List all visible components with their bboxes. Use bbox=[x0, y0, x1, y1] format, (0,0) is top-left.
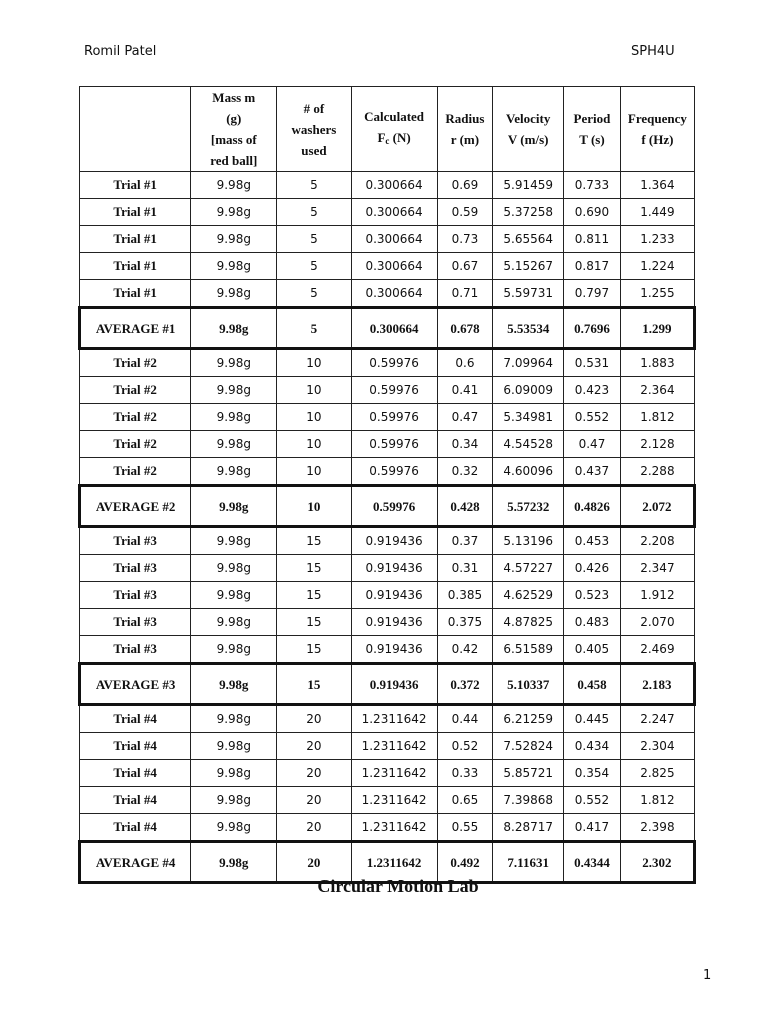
table-cell: 5 bbox=[277, 199, 351, 226]
table-cell: 9.98g bbox=[191, 582, 277, 609]
table-cell: 0.71 bbox=[437, 280, 493, 308]
header-velocity: Velocity V (m/s) bbox=[493, 87, 564, 172]
table-cell: 0.385 bbox=[437, 582, 493, 609]
table-cell: 15 bbox=[277, 636, 351, 664]
table-cell: 8.28717 bbox=[493, 814, 564, 842]
table-cell: 9.98g bbox=[191, 705, 277, 733]
page-number: 1 bbox=[703, 968, 712, 983]
table-cell: 0.552 bbox=[564, 404, 621, 431]
table-row bbox=[80, 760, 695, 787]
table-cell: 0.417 bbox=[564, 814, 621, 842]
table-cell: 15 bbox=[277, 664, 351, 705]
table-cell: 9.98g bbox=[191, 636, 277, 664]
table-cell: 0.811 bbox=[564, 226, 621, 253]
table-cell: 1.912 bbox=[620, 582, 694, 609]
table-cell: 0.372 bbox=[437, 664, 493, 705]
table-row bbox=[80, 814, 695, 842]
table-cell: 9.98g bbox=[191, 527, 277, 555]
table-cell: 9.98g bbox=[191, 760, 277, 787]
table-cell: 1.2311642 bbox=[351, 787, 437, 814]
table-cell: 10 bbox=[277, 458, 351, 486]
table-row bbox=[80, 199, 695, 226]
row-label: Trial #4 bbox=[80, 787, 191, 814]
table-cell: 0.34 bbox=[437, 431, 493, 458]
table-cell: 15 bbox=[277, 609, 351, 636]
table-cell: 2.208 bbox=[620, 527, 694, 555]
table-cell: 5.65564 bbox=[493, 226, 564, 253]
header-period: Period T (s) bbox=[564, 87, 621, 172]
table-cell: 10 bbox=[277, 377, 351, 404]
table-row bbox=[80, 555, 695, 582]
table-cell: 0.59976 bbox=[351, 404, 437, 431]
row-label: Trial #2 bbox=[80, 349, 191, 377]
row-label: Trial #3 bbox=[80, 609, 191, 636]
table-cell: 1.2311642 bbox=[351, 733, 437, 760]
table-cell: 20 bbox=[277, 814, 351, 842]
table-cell: 2.302 bbox=[620, 842, 694, 883]
row-label: Trial #2 bbox=[80, 377, 191, 404]
row-label: Trial #1 bbox=[80, 226, 191, 253]
table-cell: 1.299 bbox=[620, 308, 694, 349]
table-cell: 15 bbox=[277, 527, 351, 555]
row-label: AVERAGE #3 bbox=[80, 664, 191, 705]
table-cell: 1.364 bbox=[620, 172, 694, 199]
table-cell: 0.300664 bbox=[351, 199, 437, 226]
table-cell: 0.42 bbox=[437, 636, 493, 664]
table-cell: 0.458 bbox=[564, 664, 621, 705]
row-label: AVERAGE #2 bbox=[80, 486, 191, 527]
table-cell: 1.883 bbox=[620, 349, 694, 377]
table-cell: 9.98g bbox=[191, 253, 277, 280]
row-label: Trial #3 bbox=[80, 555, 191, 582]
table-cell: 20 bbox=[277, 787, 351, 814]
table-cell: 0.47 bbox=[437, 404, 493, 431]
table-caption: Circular Motion Lab bbox=[317, 876, 479, 896]
table-cell: 0.59976 bbox=[351, 431, 437, 458]
table-cell: 2.128 bbox=[620, 431, 694, 458]
table-cell: 0.492 bbox=[437, 842, 493, 883]
table-cell: 10 bbox=[277, 486, 351, 527]
table-cell: 2.469 bbox=[620, 636, 694, 664]
average-row bbox=[80, 486, 695, 527]
table-row bbox=[80, 349, 695, 377]
table-cell: 9.98g bbox=[191, 458, 277, 486]
table-cell: 0.483 bbox=[564, 609, 621, 636]
table-cell: 0.919436 bbox=[351, 636, 437, 664]
row-label: Trial #4 bbox=[80, 733, 191, 760]
table-cell: 0.797 bbox=[564, 280, 621, 308]
row-label: AVERAGE #4 bbox=[80, 842, 191, 883]
header-radius: Radius r (m) bbox=[437, 87, 493, 172]
table-cell: 0.354 bbox=[564, 760, 621, 787]
table-cell: 5.34981 bbox=[493, 404, 564, 431]
table-cell: 0.300664 bbox=[351, 253, 437, 280]
table-cell: 5 bbox=[277, 280, 351, 308]
table-cell: 0.44 bbox=[437, 705, 493, 733]
row-label: Trial #4 bbox=[80, 705, 191, 733]
table-cell: 1.2311642 bbox=[351, 705, 437, 733]
table-cell: 5 bbox=[277, 226, 351, 253]
table-cell: 2.070 bbox=[620, 609, 694, 636]
table-cell: 0.32 bbox=[437, 458, 493, 486]
table-cell: 9.98g bbox=[191, 404, 277, 431]
table-cell: 1.812 bbox=[620, 787, 694, 814]
row-label: Trial #1 bbox=[80, 172, 191, 199]
row-label: Trial #2 bbox=[80, 431, 191, 458]
course-code: SPH4U bbox=[631, 44, 675, 59]
table-cell: 5.85721 bbox=[493, 760, 564, 787]
row-label: Trial #3 bbox=[80, 527, 191, 555]
table-cell: 0.59976 bbox=[351, 377, 437, 404]
row-label: Trial #1 bbox=[80, 253, 191, 280]
table-cell: 20 bbox=[277, 760, 351, 787]
table-cell: 4.60096 bbox=[493, 458, 564, 486]
table-cell: 1.255 bbox=[620, 280, 694, 308]
table-cell: 0.47 bbox=[564, 431, 621, 458]
table-cell: 0.690 bbox=[564, 199, 621, 226]
table-cell: 0.453 bbox=[564, 527, 621, 555]
table-cell: 0.428 bbox=[437, 486, 493, 527]
table-row bbox=[80, 404, 695, 431]
table-cell: 0.552 bbox=[564, 787, 621, 814]
table-cell: 10 bbox=[277, 431, 351, 458]
table-row bbox=[80, 705, 695, 733]
table-cell: 0.437 bbox=[564, 458, 621, 486]
table-cell: 0.300664 bbox=[351, 172, 437, 199]
table-cell: 5.10337 bbox=[493, 664, 564, 705]
table-cell: 5.57232 bbox=[493, 486, 564, 527]
table-cell: 5.13196 bbox=[493, 527, 564, 555]
table-cell: 0.73 bbox=[437, 226, 493, 253]
table-cell: 9.98g bbox=[191, 377, 277, 404]
table-cell: 0.33 bbox=[437, 760, 493, 787]
table-cell: 4.57227 bbox=[493, 555, 564, 582]
table-cell: 9.98g bbox=[191, 486, 277, 527]
table-row bbox=[80, 458, 695, 486]
table-cell: 2.247 bbox=[620, 705, 694, 733]
table-cell: 7.11631 bbox=[493, 842, 564, 883]
header-blank bbox=[80, 87, 191, 172]
table-cell: 2.347 bbox=[620, 555, 694, 582]
table-cell: 0.426 bbox=[564, 555, 621, 582]
table-cell: 9.98g bbox=[191, 609, 277, 636]
table-cell: 1.2311642 bbox=[351, 760, 437, 787]
table-cell: 0.434 bbox=[564, 733, 621, 760]
table-cell: 0.300664 bbox=[351, 280, 437, 308]
table-cell: 9.98g bbox=[191, 842, 277, 883]
average-row bbox=[80, 664, 695, 705]
table-cell: 0.55 bbox=[437, 814, 493, 842]
table-cell: 7.52824 bbox=[493, 733, 564, 760]
table-cell: 9.98g bbox=[191, 172, 277, 199]
table-row bbox=[80, 172, 695, 199]
table-cell: 5.59731 bbox=[493, 280, 564, 308]
table-row bbox=[80, 280, 695, 308]
table-cell: 15 bbox=[277, 582, 351, 609]
table-cell: 0.919436 bbox=[351, 664, 437, 705]
table-cell: 15 bbox=[277, 555, 351, 582]
table-cell: 0.733 bbox=[564, 172, 621, 199]
table-cell: 1.449 bbox=[620, 199, 694, 226]
table-cell: 1.233 bbox=[620, 226, 694, 253]
table-row bbox=[80, 636, 695, 664]
table-cell: 5 bbox=[277, 253, 351, 280]
table-cell: 10 bbox=[277, 349, 351, 377]
table-cell: 0.37 bbox=[437, 527, 493, 555]
table-cell: 20 bbox=[277, 733, 351, 760]
table-header-row bbox=[80, 87, 695, 172]
table-row bbox=[80, 733, 695, 760]
table-cell: 5.37258 bbox=[493, 199, 564, 226]
table-row bbox=[80, 787, 695, 814]
table-cell: 4.87825 bbox=[493, 609, 564, 636]
table-cell: 6.21259 bbox=[493, 705, 564, 733]
row-label: Trial #1 bbox=[80, 280, 191, 308]
table-cell: 9.98g bbox=[191, 308, 277, 349]
table-cell: 0.300664 bbox=[351, 226, 437, 253]
table-cell: 2.072 bbox=[620, 486, 694, 527]
table-cell: 9.98g bbox=[191, 664, 277, 705]
table-cell: 0.4826 bbox=[564, 486, 621, 527]
row-label: AVERAGE #1 bbox=[80, 308, 191, 349]
header-force: Calculated $F_c$ (N) bbox=[351, 87, 437, 172]
author-name: Romil Patel bbox=[84, 44, 157, 59]
table-cell: 0.52 bbox=[437, 733, 493, 760]
table-cell: 2.398 bbox=[620, 814, 694, 842]
table-cell: 9.98g bbox=[191, 431, 277, 458]
table-cell: 7.09964 bbox=[493, 349, 564, 377]
table-cell: 0.375 bbox=[437, 609, 493, 636]
table-cell: 0.67 bbox=[437, 253, 493, 280]
table-cell: 0.65 bbox=[437, 787, 493, 814]
table-cell: 9.98g bbox=[191, 199, 277, 226]
table-cell: 2.183 bbox=[620, 664, 694, 705]
table-cell: 2.364 bbox=[620, 377, 694, 404]
row-label: Trial #3 bbox=[80, 582, 191, 609]
table-row bbox=[80, 377, 695, 404]
table-cell: 0.919436 bbox=[351, 555, 437, 582]
table-cell: 0.59 bbox=[437, 199, 493, 226]
table-cell: 5 bbox=[277, 308, 351, 349]
row-label: Trial #2 bbox=[80, 458, 191, 486]
table-cell: 0.817 bbox=[564, 253, 621, 280]
table-cell: 1.2311642 bbox=[351, 814, 437, 842]
table-row bbox=[80, 609, 695, 636]
table-cell: 4.62529 bbox=[493, 582, 564, 609]
table-cell: 20 bbox=[277, 842, 351, 883]
table-cell: 9.98g bbox=[191, 733, 277, 760]
table-cell: 0.59976 bbox=[351, 458, 437, 486]
table-cell: 5 bbox=[277, 172, 351, 199]
row-label: Trial #4 bbox=[80, 814, 191, 842]
table-cell: 0.4344 bbox=[564, 842, 621, 883]
table-cell: 0.919436 bbox=[351, 609, 437, 636]
average-row bbox=[80, 308, 695, 349]
results-table bbox=[78, 86, 696, 884]
header-frequency: Frequency f (Hz) bbox=[620, 87, 694, 172]
table-cell: 9.98g bbox=[191, 555, 277, 582]
table-cell: 0.7696 bbox=[564, 308, 621, 349]
table-cell: 1.224 bbox=[620, 253, 694, 280]
table-cell: 0.678 bbox=[437, 308, 493, 349]
table-cell: 0.31 bbox=[437, 555, 493, 582]
table-cell: 6.09009 bbox=[493, 377, 564, 404]
table-cell: 1.812 bbox=[620, 404, 694, 431]
header-mass: Mass m (g) [mass of red ball] bbox=[191, 87, 277, 172]
table-cell: 5.91459 bbox=[493, 172, 564, 199]
table-cell: 0.41 bbox=[437, 377, 493, 404]
row-label: Trial #2 bbox=[80, 404, 191, 431]
table-cell: 9.98g bbox=[191, 787, 277, 814]
table-row bbox=[80, 226, 695, 253]
table-cell: 1.2311642 bbox=[351, 842, 437, 883]
table-cell: 9.98g bbox=[191, 814, 277, 842]
table-cell: 0.6 bbox=[437, 349, 493, 377]
table-row bbox=[80, 582, 695, 609]
table-cell: 0.919436 bbox=[351, 527, 437, 555]
table-cell: 0.69 bbox=[437, 172, 493, 199]
header-washers: # of washers used bbox=[277, 87, 351, 172]
table-cell: 0.445 bbox=[564, 705, 621, 733]
table-cell: 4.54528 bbox=[493, 431, 564, 458]
table-row bbox=[80, 527, 695, 555]
table-cell: 0.523 bbox=[564, 582, 621, 609]
row-label: Trial #3 bbox=[80, 636, 191, 664]
table-cell: 0.531 bbox=[564, 349, 621, 377]
row-label: Trial #4 bbox=[80, 760, 191, 787]
table-cell: 0.405 bbox=[564, 636, 621, 664]
table-cell: 2.825 bbox=[620, 760, 694, 787]
table-cell: 20 bbox=[277, 705, 351, 733]
table-cell: 0.919436 bbox=[351, 582, 437, 609]
table-row bbox=[80, 253, 695, 280]
table-cell: 2.288 bbox=[620, 458, 694, 486]
table-cell: 10 bbox=[277, 404, 351, 431]
table-cell: 2.304 bbox=[620, 733, 694, 760]
table-row bbox=[80, 431, 695, 458]
table-cell: 0.59976 bbox=[351, 349, 437, 377]
table-cell: 7.39868 bbox=[493, 787, 564, 814]
table-cell: 0.300664 bbox=[351, 308, 437, 349]
table-cell: 9.98g bbox=[191, 280, 277, 308]
table-cell: 5.53534 bbox=[493, 308, 564, 349]
table-cell: 9.98g bbox=[191, 226, 277, 253]
row-label: Trial #1 bbox=[80, 199, 191, 226]
table-cell: 0.59976 bbox=[351, 486, 437, 527]
table-cell: 9.98g bbox=[191, 349, 277, 377]
table-cell: 6.51589 bbox=[493, 636, 564, 664]
table-cell: 5.15267 bbox=[493, 253, 564, 280]
table-cell: 0.423 bbox=[564, 377, 621, 404]
